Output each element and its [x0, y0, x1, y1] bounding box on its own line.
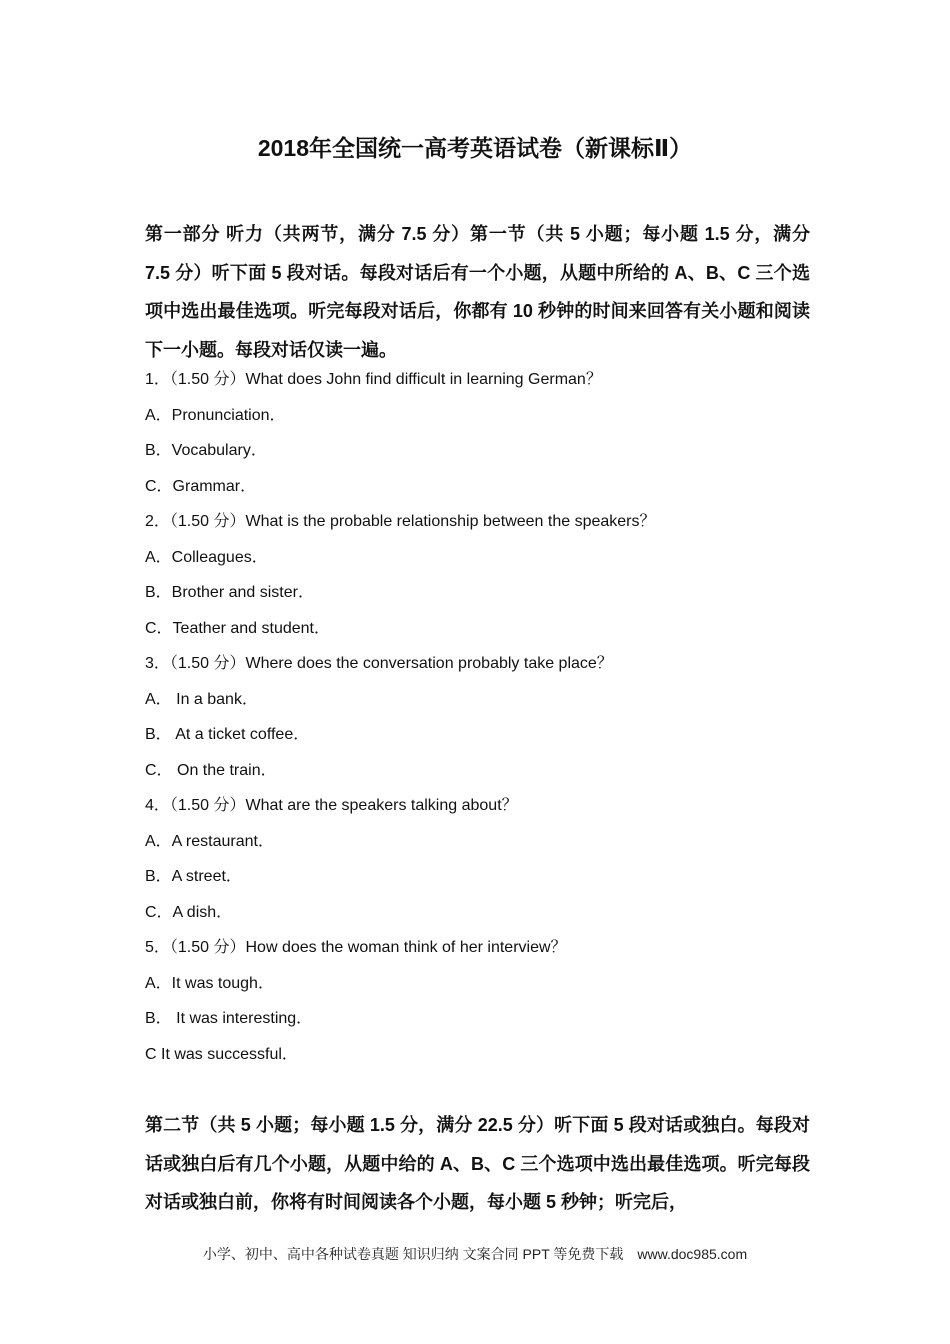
option-5c: C It was successful． [145, 1045, 298, 1063]
question-5: 5．（1.50 分）How does the woman think of her interview？ [145, 939, 567, 956]
option-3c: C． On the train． [145, 761, 277, 779]
option-1b: B．Vocabulary． [145, 442, 267, 459]
page-footer: 小学、初中、高中各种试卷真题 知识归纳 文案合同 PPT 等免费下载 www.doc985.com [202, 1246, 748, 1262]
option-4a: A．A restaurant． [145, 832, 274, 850]
option-3b: B． At a ticket coffee． [145, 726, 310, 743]
question-list [145, 365, 810, 1075]
option-1a: A．Pronunciation． [145, 406, 286, 424]
option-1c: C．Grammar． [145, 477, 257, 495]
option-2c: C．Teather and student． [145, 619, 330, 637]
option-3a: A． In a bank． [145, 690, 258, 708]
part1-intro: 第一部分 听力（共两节，满分 7.5 分）第一节（共 5 小题；每小题 1.5 分，满分 7.5 分）听下面 5 段对话。每段对话后有一个小题，从题中所给的 A、B、C 三个选项中选出最佳选项。听完每段对话后，你都有 10 秒钟的时间来回答有关小题和阅读下一小题。每段对话仅读一遍。 [145, 224, 810, 360]
question-1: 1．（1.50 分）What does John find difficult in learning German？ [145, 371, 602, 388]
option-5a: A．It was tough． [145, 974, 274, 992]
option-2a: A．Colleagues． [145, 548, 268, 566]
question-2: 2．（1.50 分）What is the probable relationship between the speakers？ [145, 513, 656, 530]
question-3: 3．（1.50 分）Where does the conversation probably take place？ [145, 655, 613, 672]
page-title: 2018年全国统一高考英语试卷（新课标Ⅱ） [257, 135, 693, 161]
section2-intro: 第二节（共 5 小题；每小题 1.5 分，满分 22.5 分）听下面 5 段对话或独白。每段对话或独白后有几个小题，从题中给的 A、B、C 三个选项中选出最佳选项。听完每段对话或独白前，你将有时间阅读各个小题，每小题 5 秒钟；听完后， [145, 1115, 810, 1212]
option-2b: B．Brother and sister． [145, 584, 314, 601]
option-4c: C．A dish． [145, 903, 233, 921]
option-5b: B． It was interesting． [145, 1010, 313, 1027]
option-4b: B．A street． [145, 868, 242, 885]
question-4: 4．（1.50 分）What are the speakers talking about？ [145, 797, 518, 814]
